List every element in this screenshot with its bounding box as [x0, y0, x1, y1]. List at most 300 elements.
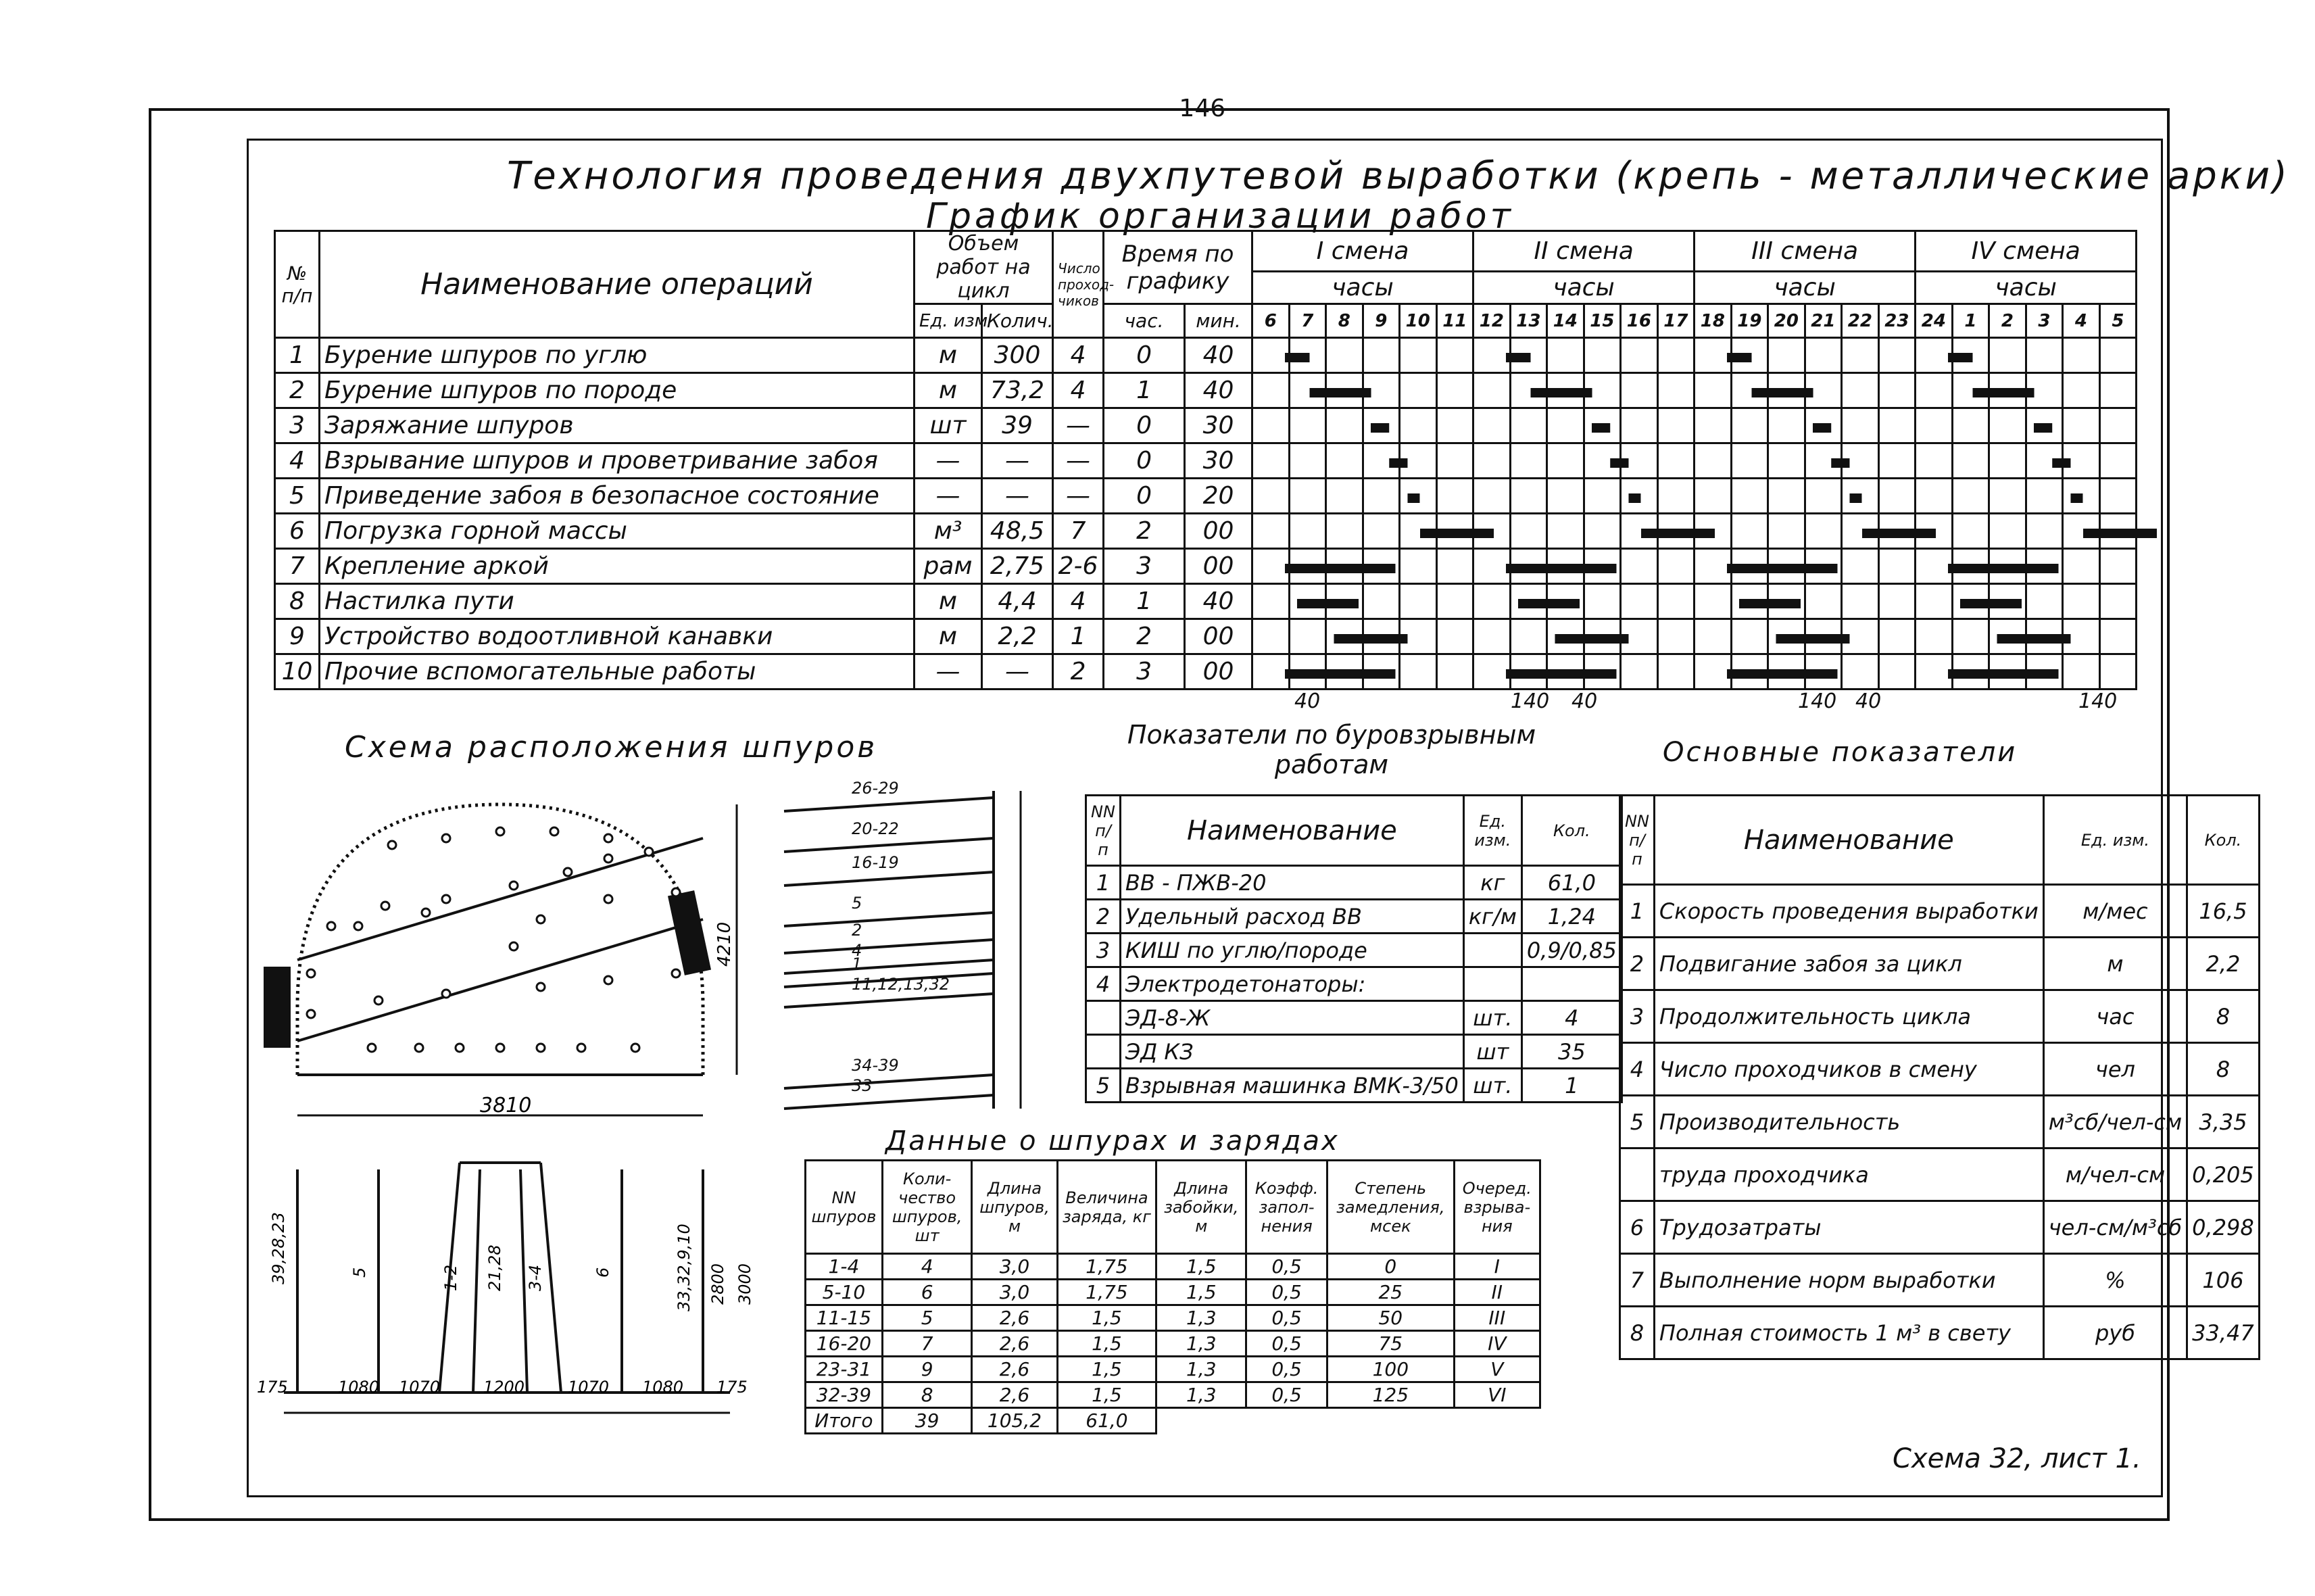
- holes-row: [806, 1254, 1540, 1280]
- hour-cell: 19: [1731, 304, 1768, 338]
- schedule-cell-unit: шт: [915, 408, 982, 443]
- schedule-cell-m: 30: [1185, 443, 1252, 479]
- holes-cell: 100: [1327, 1357, 1454, 1382]
- blast-hole: [672, 969, 680, 977]
- holes-cell: II: [1454, 1280, 1540, 1305]
- blast-hole: [672, 888, 680, 896]
- profile-hole-line: [784, 994, 994, 1007]
- plan-drawing: [257, 1149, 771, 1433]
- holes-cell: 25: [1327, 1280, 1454, 1305]
- gantt-bar: [1849, 493, 1861, 503]
- hour-cell: 17: [1657, 304, 1695, 338]
- gantt-bar: [1371, 423, 1389, 433]
- schedule-cell-h: 0: [1104, 479, 1185, 514]
- schedule-cell-workers: —: [1053, 443, 1104, 479]
- gantt-bar: [2034, 423, 2052, 433]
- schedule-cell-workers: —: [1053, 408, 1104, 443]
- blast-hole: [604, 834, 612, 842]
- hour-cell: 23: [1878, 304, 1916, 338]
- holes-cell: 0,5: [1246, 1305, 1327, 1331]
- blast-cell: [1086, 1001, 1121, 1035]
- blast-indicators-table: [1085, 794, 1623, 1103]
- main-cell: чел-см/м³сб: [2043, 1201, 2187, 1254]
- schedule-cell-name: Взрывание шпуров и проветривание забоя: [320, 443, 915, 479]
- schedule-cell-name: Крепление аркой: [320, 549, 915, 584]
- holes-cell: 2,6: [972, 1357, 1057, 1382]
- blast-cell: кг: [1463, 866, 1521, 900]
- col-name-header: Наименование операций: [320, 231, 915, 338]
- holes-total-count: 39: [882, 1408, 972, 1434]
- col-workers-header: Число проход-чиков: [1053, 231, 1104, 338]
- schedule-cell-unit: —: [915, 654, 982, 690]
- blast-hole: [537, 1044, 545, 1052]
- plan-label: 5: [350, 1267, 369, 1278]
- holes-cell: 5: [882, 1305, 972, 1331]
- gantt-bar: [1813, 423, 1831, 433]
- blast-hole: [645, 848, 653, 856]
- gantt-bar: [1960, 599, 2022, 608]
- holes-col: Очеред. взрыва-ния: [1454, 1161, 1540, 1254]
- col-unit-header: Ед. изм: [915, 304, 982, 338]
- schedule-cell-workers: 2: [1053, 654, 1104, 690]
- holes-total-length: 105,2: [972, 1408, 1057, 1434]
- main-cell: 33,47: [2187, 1307, 2260, 1359]
- holes-cell: 1,75: [1057, 1280, 1156, 1305]
- main-row: [1620, 1096, 2260, 1148]
- holes-data-table: [804, 1159, 1541, 1434]
- hour-cell: 11: [1436, 304, 1473, 338]
- blast-hole: [415, 1044, 423, 1052]
- main-cell: 0,205: [2187, 1148, 2260, 1201]
- blast-hole: [307, 969, 315, 977]
- blast-row: [1086, 1001, 1622, 1035]
- main-row: [1620, 1043, 2260, 1096]
- gantt-bar: [1997, 634, 2070, 644]
- blast-hole: [381, 902, 389, 910]
- blast-hole: [550, 827, 558, 836]
- blast-hole: [442, 895, 450, 903]
- profile-label: 2: [852, 921, 862, 940]
- main-cell: 4: [1620, 1043, 1655, 1096]
- blast-cell: [1463, 934, 1521, 967]
- schedule-cell-workers: 4: [1053, 584, 1104, 619]
- bottom-label: 40: [1294, 690, 1321, 713]
- schedule-cell-unit: м: [915, 338, 982, 373]
- col-time-header: Время по графику: [1104, 231, 1252, 304]
- holes-cell: 0,5: [1246, 1254, 1327, 1280]
- schedule-cell-qty: —: [982, 443, 1053, 479]
- blast-hole: [368, 1044, 376, 1052]
- main-col-qty: Кол.: [2187, 796, 2260, 885]
- plan-label: 175: [716, 1378, 748, 1397]
- blast-cell: КИШ по углю/породе: [1120, 934, 1463, 967]
- gantt-bar: [1531, 388, 1592, 397]
- main-col-unit: Ед. изм.: [2043, 796, 2187, 885]
- holes-cell: 9: [882, 1357, 972, 1382]
- holes-row: [806, 1305, 1540, 1331]
- main-cell: %: [2043, 1254, 2187, 1307]
- blast-row: [1086, 900, 1622, 934]
- profile-hole-line: [784, 913, 994, 926]
- main-col-name: Наименование: [1654, 796, 2043, 885]
- schedule-cell-unit: м: [915, 373, 982, 408]
- hour-cell: 15: [1584, 304, 1621, 338]
- col-qty-header: Колич.: [982, 304, 1053, 338]
- schedule-cell-qty: 2,75: [982, 549, 1053, 584]
- hour-cell: 16: [1621, 304, 1658, 338]
- cross-section-drawing: [257, 791, 744, 1142]
- schedule-cell-h: 1: [1104, 373, 1185, 408]
- holes-total-label: Итого: [806, 1408, 883, 1434]
- plan-label: 1070: [399, 1378, 441, 1397]
- schedule-cell-unit: м³: [915, 514, 982, 549]
- blast-hole: [577, 1044, 585, 1052]
- schedule-cell-n: 4: [275, 443, 320, 479]
- main-cell: 1: [1620, 885, 1655, 938]
- holes-cell: 11-15: [806, 1305, 883, 1331]
- holes-cell: 6: [882, 1280, 972, 1305]
- gantt-bar: [2052, 458, 2070, 468]
- schedule-cell-m: 20: [1185, 479, 1252, 514]
- schedule-cell-m: 30: [1185, 408, 1252, 443]
- blast-hole: [510, 881, 518, 890]
- schedule-cell-m: 40: [1185, 338, 1252, 373]
- blast-cell: 1,24: [1521, 900, 1622, 934]
- holes-cell: 1,5: [1057, 1357, 1156, 1382]
- profile-hole-line: [784, 872, 994, 886]
- holes-cell: IV: [1454, 1331, 1540, 1357]
- plan-label: 39,28,23: [269, 1212, 288, 1284]
- hour-cell: 2: [1989, 304, 2026, 338]
- hour-cell: 14: [1547, 304, 1584, 338]
- gantt-bar: [1948, 564, 2059, 573]
- main-cell: Число проходчиков в смену: [1654, 1043, 2043, 1096]
- bottom-label: 140: [2078, 690, 2118, 713]
- schedule-cell-qty: 4,4: [982, 584, 1053, 619]
- section-height-label: 4210: [714, 921, 735, 967]
- blast-row: [1086, 967, 1622, 1001]
- gantt-bar: [1739, 599, 1801, 608]
- plan-label: 6: [593, 1267, 612, 1278]
- holes-cell: 75: [1327, 1331, 1454, 1357]
- schedule-cell-n: 2: [275, 373, 320, 408]
- gantt-bar: [1407, 493, 1419, 503]
- holes-cell: 2,6: [972, 1382, 1057, 1408]
- holes-col: NN шпуров: [806, 1161, 883, 1254]
- holes-cell: 1-4: [806, 1254, 883, 1280]
- col-min-header: мин.: [1185, 304, 1252, 338]
- hour-cell: 20: [1768, 304, 1805, 338]
- blast-cell: 3: [1086, 934, 1121, 967]
- plan-label: 21,28: [485, 1244, 504, 1291]
- holes-row: [806, 1382, 1540, 1408]
- gantt-bar: [1334, 634, 1407, 644]
- main-cell: 16,5: [2187, 885, 2260, 938]
- bottom-label: 40: [1855, 690, 1882, 713]
- gantt-bar: [1752, 388, 1813, 397]
- main-cell: Выполнение норм выработки: [1654, 1254, 2043, 1307]
- page-number: - 146 -: [1163, 95, 1242, 122]
- main-cell: м: [2043, 938, 2187, 990]
- holes-cell: 7: [882, 1331, 972, 1357]
- bottom-label: 140: [1798, 690, 1837, 713]
- holes-cell: 32-39: [806, 1382, 883, 1408]
- holes-cell: V: [1454, 1357, 1540, 1382]
- holes-col: Величина заряда, кг: [1057, 1161, 1156, 1254]
- blast-hole: [631, 1044, 639, 1052]
- blast-hole: [604, 854, 612, 863]
- blast-cell: [1086, 1035, 1121, 1069]
- schedule-cell-h: 2: [1104, 514, 1185, 549]
- schedule-cell-n: 8: [275, 584, 320, 619]
- main-cell: 0,298: [2187, 1201, 2260, 1254]
- schedule-cell-unit: м: [915, 619, 982, 654]
- blast-hole: [374, 996, 383, 1005]
- shift-4-label: IV смена: [1916, 231, 2137, 272]
- hour-cell: 24: [1916, 304, 1953, 338]
- gantt-bar: [1420, 529, 1494, 538]
- gantt-bar: [1628, 493, 1640, 503]
- plan-label: 3-4: [526, 1264, 545, 1291]
- schedule-cell-workers: 1: [1053, 619, 1104, 654]
- gantt-bar: [1727, 669, 1838, 679]
- schedule-cell-name: Приведение забоя в безопасное состояние: [320, 479, 915, 514]
- section-width-label: 3810: [480, 1094, 532, 1117]
- holes-col: Коли-чество шпуров, шт: [882, 1161, 972, 1254]
- hour-cell: 7: [1289, 304, 1326, 338]
- schedule-cell-qty: 300: [982, 338, 1053, 373]
- holes-cell: 2,6: [972, 1331, 1057, 1357]
- blast-cell: ЭД-8-Ж: [1120, 1001, 1463, 1035]
- holes-cell: 1,5: [1057, 1331, 1156, 1357]
- profile-hole-line: [784, 798, 994, 811]
- hour-cell: 3: [2026, 304, 2063, 338]
- page-title: Технология проведения двухпутевой выработки (крепь - металлические арки): [507, 154, 2290, 198]
- gantt-bar: [1973, 388, 2034, 397]
- gantt-bar: [2070, 493, 2082, 503]
- gantt-bar: [1297, 599, 1359, 608]
- schedule-cell-h: 0: [1104, 408, 1185, 443]
- holes-col: Степень замедления, мсек: [1327, 1161, 1454, 1254]
- plan-label: 175: [257, 1378, 288, 1397]
- holes-cell: I: [1454, 1254, 1540, 1280]
- bottom-label: 40: [1571, 690, 1598, 713]
- main-indicators-title: Основные показатели: [1663, 737, 2018, 768]
- schedule-cell-n: 6: [275, 514, 320, 549]
- blast-hole: [537, 915, 545, 923]
- blast-cell: ВВ - ПЖВ-20: [1120, 866, 1463, 900]
- schedule-cell-qty: —: [982, 479, 1053, 514]
- hour-cell: 21: [1805, 304, 1842, 338]
- holes-cell: 3,0: [972, 1254, 1057, 1280]
- main-cell: 8: [1620, 1307, 1655, 1359]
- schedule-cell-m: 00: [1185, 514, 1252, 549]
- profile-label: 11,12,13,32: [852, 975, 950, 994]
- schedule-cell-name: Погрузка горной массы: [320, 514, 915, 549]
- hour-cell: 8: [1326, 304, 1363, 338]
- blast-cell: [1521, 967, 1622, 1001]
- blast-row: [1086, 934, 1622, 967]
- main-cell: Полная стоимость 1 м³ в свету: [1654, 1307, 2043, 1359]
- profile-label: 5: [852, 894, 862, 913]
- schedule-cell-m: 40: [1185, 584, 1252, 619]
- holes-col: Коэфф. запол-нения: [1246, 1161, 1327, 1254]
- gantt-bottom-labels: [0, 690, 2315, 717]
- main-cell: Производительность: [1654, 1096, 2043, 1148]
- gantt-bar: [1592, 423, 1610, 433]
- blast-cell: 1: [1086, 866, 1121, 900]
- holes-total-charge: 61,0: [1057, 1408, 1156, 1434]
- main-cell: чел: [2043, 1043, 2187, 1096]
- profile-label: 26-29: [852, 779, 899, 798]
- main-row: [1620, 885, 2260, 938]
- bottom-label: 140: [1511, 690, 1550, 713]
- schedule-cell-name: Бурение шпуров по углю: [320, 338, 915, 373]
- schedule-cell-workers: 7: [1053, 514, 1104, 549]
- blast-cell: шт: [1463, 1035, 1521, 1069]
- blast-cell: Взрывная машинка ВМК-3/50: [1120, 1069, 1463, 1103]
- main-cell: Подвигание забоя за цикл: [1654, 938, 2043, 990]
- holes-cell: 1,75: [1057, 1254, 1156, 1280]
- page-subtitle: График организации работ: [926, 196, 1514, 237]
- blast-cell: 61,0: [1521, 866, 1622, 900]
- blast-hole: [422, 909, 430, 917]
- schedule-cell-qty: 73,2: [982, 373, 1053, 408]
- hour-cell: 9: [1363, 304, 1400, 338]
- holes-row: [806, 1280, 1540, 1305]
- gantt-bar: [1641, 529, 1715, 538]
- schedule-cell-n: 3: [275, 408, 320, 443]
- main-cell: [1620, 1148, 1655, 1201]
- footer-label: Схема 32, лист 1.: [1893, 1443, 2141, 1474]
- schedule-cell-workers: 4: [1053, 338, 1104, 373]
- blast-col-unit: Ед. изм.: [1463, 796, 1521, 866]
- schedule-cell-name: Устройство водоотливной канавки: [320, 619, 915, 654]
- hour-cell: 5: [2099, 304, 2137, 338]
- holes-data-title: Данные о шпурах и зарядах: [885, 1126, 1340, 1157]
- holes-cell: 1,5: [1156, 1280, 1246, 1305]
- holes-cell: 1,5: [1057, 1382, 1156, 1408]
- blast-col-qty: Кол.: [1521, 796, 1622, 866]
- blast-cell: кг/м: [1463, 900, 1521, 934]
- schedule-cell-name: Прочие вспомогательные работы: [320, 654, 915, 690]
- holes-cell: 1,3: [1156, 1305, 1246, 1331]
- main-cell: 5: [1620, 1096, 1655, 1148]
- schedule-cell-h: 2: [1104, 619, 1185, 654]
- gantt-bar: [1506, 669, 1617, 679]
- blast-hole: [456, 1044, 464, 1052]
- main-cell: м/чел-см: [2043, 1148, 2187, 1201]
- hour-cell: 6: [1252, 304, 1290, 338]
- schedule-cell-name: Настилка пути: [320, 584, 915, 619]
- blast-hole: [307, 1010, 315, 1018]
- main-cell: час: [2043, 990, 2187, 1043]
- blast-cell: Электродетонаторы:: [1120, 967, 1463, 1001]
- hour-cell: 18: [1695, 304, 1732, 338]
- schedule-cell-workers: 4: [1053, 373, 1104, 408]
- blast-hole: [442, 834, 450, 842]
- blast-indicators-title: Показатели по буровзрывным работам: [1127, 720, 1536, 779]
- profile-hole-line: [784, 838, 994, 852]
- shift-1-label: I смена: [1252, 231, 1473, 272]
- schedule-cell-n: 1: [275, 338, 320, 373]
- blast-hole: [604, 895, 612, 903]
- main-row: [1620, 1254, 2260, 1307]
- schedule-cell-workers: —: [1053, 479, 1104, 514]
- blast-cell: Удельный расход ВВ: [1120, 900, 1463, 934]
- holes-cell: III: [1454, 1305, 1540, 1331]
- main-col-num: NN п/п: [1620, 796, 1655, 885]
- profile-hole-line: [784, 1095, 994, 1109]
- holes-cell: VI: [1454, 1382, 1540, 1408]
- blast-hole: [388, 841, 396, 849]
- plan-label: 1080: [642, 1378, 684, 1397]
- schedule-cell-m: 00: [1185, 619, 1252, 654]
- profile-label: 20-22: [852, 819, 899, 838]
- plan-label: 33,32,9,10: [675, 1224, 693, 1311]
- holes-col: Длина шпуров, м: [972, 1161, 1057, 1254]
- main-cell: 6: [1620, 1201, 1655, 1254]
- blast-cell: шт.: [1463, 1069, 1521, 1103]
- main-cell: Трудозатраты: [1654, 1201, 2043, 1254]
- main-row: [1620, 1201, 2260, 1254]
- schedule-cell-name: Заряжание шпуров: [320, 408, 915, 443]
- profile-label: 16-19: [852, 853, 899, 872]
- gantt-bar: [1610, 458, 1628, 468]
- hour-cell: 22: [1842, 304, 1879, 338]
- holes-row: [806, 1331, 1540, 1357]
- holes-cell: 4: [882, 1254, 972, 1280]
- profile-hole-line: [784, 940, 994, 953]
- schedule-cell-qty: —: [982, 654, 1053, 690]
- main-indicators-table: [1619, 794, 2260, 1360]
- main-cell: 7: [1620, 1254, 1655, 1307]
- schedule-cell-workers: 2-6: [1053, 549, 1104, 584]
- gantt-bar: [1727, 353, 1752, 362]
- gantt-bar: [1285, 353, 1310, 362]
- schedule-cell-h: 0: [1104, 443, 1185, 479]
- main-cell: 8: [2187, 990, 2260, 1043]
- schedule-cell-h: 0: [1104, 338, 1185, 373]
- blast-col-num: NN п/п: [1086, 796, 1121, 866]
- hour-cell: 10: [1400, 304, 1437, 338]
- schedule-cell-name: Бурение шпуров по породе: [320, 373, 915, 408]
- main-cell: 2,2: [2187, 938, 2260, 990]
- blast-cell: 1: [1521, 1069, 1622, 1103]
- schedule-cell-unit: рам: [915, 549, 982, 584]
- holes-cell: 125: [1327, 1382, 1454, 1408]
- schedule-cell-m: 40: [1185, 373, 1252, 408]
- main-cell: руб: [2043, 1307, 2187, 1359]
- main-cell: 8: [2187, 1043, 2260, 1096]
- shift-2-label: II смена: [1473, 231, 1695, 272]
- blast-hole: [354, 922, 362, 930]
- main-row: [1620, 1148, 2260, 1201]
- col-hours-header: час.: [1104, 304, 1185, 338]
- hour-cell: 1: [1952, 304, 1989, 338]
- col-volume-header: Объем работ на цикл: [915, 231, 1053, 304]
- schedule-cell-qty: 39: [982, 408, 1053, 443]
- gantt-bar: [1948, 669, 2059, 679]
- blast-cell: 2: [1086, 900, 1121, 934]
- gantt-bar: [1285, 669, 1396, 679]
- blast-row: [1086, 866, 1622, 900]
- profile-hole-line: [784, 960, 994, 973]
- plan-label: 1080: [338, 1378, 380, 1397]
- schedule-cell-unit: —: [915, 443, 982, 479]
- shift-hours-label: часы: [1916, 272, 2137, 304]
- holes-cell: 1,3: [1156, 1382, 1246, 1408]
